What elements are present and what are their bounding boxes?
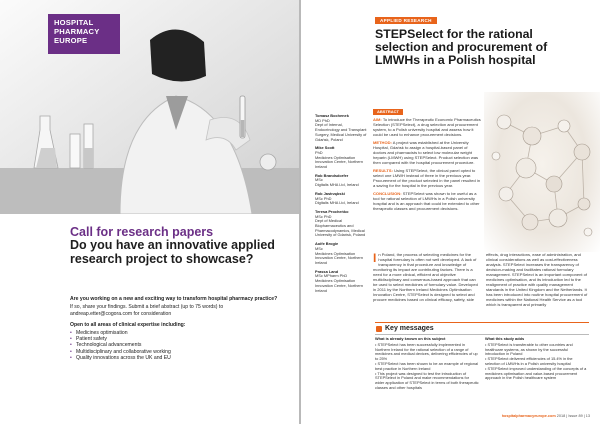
abstract-label: AIM: [373,117,382,122]
author-affiliation: Digitalis MHA Ltd, Ireland [315,182,359,188]
areas-list [70,330,280,362]
intro-text [373,252,481,302]
author-name: Teresa Procheńko [315,208,349,214]
list-item: • STEPSelect has been successfully implemented in Northern Ireland for the rational selection of a range of medicines and medical devices, delivering efficiencies of up to 25% [375,341,478,362]
abstract-conclusion [373,191,481,211]
brand-line-1: HOSPITAL [54,18,94,27]
brand-line-3: EUROPE [54,36,88,45]
author-role: PhD [315,149,323,155]
author-name: Mike Scott [315,145,335,151]
molecule-image [484,92,600,252]
list-item: • This project was designed to test the introduction of STEPSelect in Poland and make recommendations for wider application of STEPSelect in terms of both therapeutic classes and other hospitals [375,370,479,390]
laboratory-image [0,0,299,214]
page-footer [502,414,590,418]
author-affiliation: Medicines Optimisation Innovation Centre, Northern Ireland [315,250,364,265]
molecule-illustration [484,92,600,252]
key-known-title: What is already known on this subject [375,336,446,341]
author-entry [315,242,367,266]
abstract-method [373,140,481,165]
abstract-text: To introduce the Therapeutic Economic Pharmaceutics Selection (STEPSelect), a drug selection and procurement system, to a Polish university hospital and assess how it could be used to enhance procurement decisions. [373,117,481,137]
abstract [373,117,481,214]
list-item: • STEPSelect delivered efficiencies of 15.4% in the selection of LMWHs in a Polish university hospital [485,356,573,366]
drop-cap: I [373,251,377,265]
author-entry [315,210,367,238]
key-known-item: STEPSelect has been shown to be an example of regional best practice in Northern Ireland [375,360,479,371]
author-role: MD PhD [315,117,330,123]
key-known-item: This project was designed to test the introduction of STEPSelect in Poland and make recommendations for wider application of STEPSelect in terms of both therapeutic classes and other hospitals [375,370,479,390]
list-item: • STEPSelect is transferable to other countries and healthcare systems, as shown by the successful introduction in Poland [485,341,573,357]
key-messages-box [375,322,589,408]
key-adds-item: STEPSelect is transferable to other countries and healthcare systems, as shown by the successful introduction in Poland [485,341,573,357]
author-role: MSc PhD [315,213,332,219]
intro-continued: effects, drug interactions, ease of administration, and clinical considerations as well as cost-effectiveness analysis. STEPSelect increases the transparency of decision-making and facilitates rational formulary management. STEPSelect is an important component of medicines optimisation, and its introduction led to the realignment of practice with quality management standards in the United Kingdom and the Netherlands. It has been introduced into routine hospital procurement of medicines within the National Health Service as a tool which is transparent and primarily [486,252,588,307]
author-name: Rob Brandsdorfer [315,172,349,178]
key-known-column [375,337,479,391]
key-adds-item: STEPSelect improved understanding of the concepts of a medicines optimisation and value-based procurement approach in the Polish healthcare system [485,365,587,381]
author-role: MSc [315,177,323,183]
list-item: • STEPSelect improved understanding of the concepts of a medicines optimisation and value-based procurement approach in the Polish healthcare system [485,365,587,381]
abstract-text: STEPSelect was shown to be useful as a tool for rational selection of LMWHs in a Polish university hospital and is an approach that could be extended to other therapeutic classes and procurement decisions. [373,191,480,211]
intro-body: n Poland, the process of selecting medicines for the hospital formulary is often not well developed. A lack of transparency in that procedure and knowledge of monitoring its impact are contributing factors. There is a need for a more clinical, efficient and objective multidisciplinary and consensus-based approach that can be used to select medicines of formulary value. Developed in 2011 by the Northern Ireland Medicines Optimisation Innovation Centre, STEPSelect is designed to select and procure medicines based on clinical efficacy, safety, side [373,252,478,302]
list-item: • STEPSelect has been shown to be an example of regional best practice in Northern Ireland [375,360,479,371]
author-list [315,114,367,297]
brand-line-2: PHARMACY [54,27,100,36]
areas-heading: Open to all areas of clinical expertise including: [70,322,186,329]
key-messages-columns [375,334,589,391]
footer-site: hospitalpharmacyeurope.com [501,414,556,418]
author-affiliation: Dept of Medical Biopharmaceutics and Pharmacodynamics, Medical University of Gdańsk, Poland [315,218,366,238]
call-question: Are you working on a new and exciting way to transform hospital pharmacy practice? [70,296,278,302]
author-role: MSc [315,245,323,251]
abstract-text: Using STEPSelect, the clinical panel opted to select one LMWH instead of three in the previous year. Procurement of the product selected in the panel resulted in a saving for the hospital in the previous year. [373,168,481,188]
abstract-tag: ABSTRACT [373,109,403,115]
abstract-aim [373,117,481,137]
section-tag: APPLIED RESEARCH [375,17,437,24]
call-subtitle: Do you have an innovative applied research project to showcase? [70,238,275,266]
key-adds-title: What this study adds [485,336,525,341]
call-body [70,296,280,362]
left-page [0,0,299,424]
list-item: • Multidisciplinary and collaborative working [70,349,280,355]
abstract-label: RESULTS: [373,168,393,173]
key-known-item: STEPSelect has been successfully implemented in Northern Ireland for the rational selection of a range of medicines and medical devices, delivering efficiencies of up to 25% [375,341,478,362]
abstract-text: A project was established at the University Hospital, Gdańsk to assign a hospital-based panel of doctors and pharmacists to select low molecular weight heparin (LMWH) using STEPSelect. Product selection was then compared with the hospital procurement procedure. [373,140,479,165]
author-entry [315,270,367,294]
author-entry [315,174,367,188]
author-affiliation: Dept of Internal, Endocrinology and Transplant Surgery, Medical University of Gdańsk, Poland [315,122,367,142]
author-affiliation: Medicines Optimisation Innovation Centre, Northern Ireland [315,278,364,293]
author-entry [315,114,367,142]
abstract-label: CONCLUSION: [373,191,402,196]
list-item: • Quality innovations across the UK and EU [70,355,280,361]
author-name: Aoife Brogie [315,241,339,247]
call-title: Call for research papers [70,225,214,239]
author-entry [315,192,367,206]
key-messages-title: Key messages [375,323,589,334]
author-role: MSc PhD [315,195,332,201]
author-affiliation: Digitalis MHA Ltd, Ireland [315,200,359,206]
key-adds-item: STEPSelect delivered efficiencies of 15.4% in the selection of LMWHs in a Polish university hospital [485,356,573,366]
brand-logo-box [48,14,120,54]
key-adds-column [485,337,589,391]
list-item: • Technological advancements [70,342,280,348]
abstract-results [373,168,481,188]
author-name: Tomasz Bochenek [315,113,349,118]
footer-issue: 2018 | Issue 89 | 13 [556,414,590,418]
author-affiliation: Medicines Optimisation Innovation Centre, Northern Ireland [315,154,364,170]
article-title: STEPSelect for the rational selection and procurement of LMWHs in a Polish hospital [375,27,548,68]
author-name: Prassa Land [315,268,339,274]
author-entry [315,146,367,170]
list-item: • Patient safety [70,336,280,342]
abstract-label: METHOD: [373,140,392,145]
right-page [301,0,600,424]
author-name: Rob Jastrzębski [315,190,345,196]
lab-photo [0,0,299,214]
call-instructions: If so, share your findings. Submit a brief abstract (up to 75 words) to andreap.etter@cogora.com for consideration [70,304,224,317]
author-role: MSc MPharm PhD [315,273,348,279]
list-item: • Medicines optimisation [70,330,280,336]
